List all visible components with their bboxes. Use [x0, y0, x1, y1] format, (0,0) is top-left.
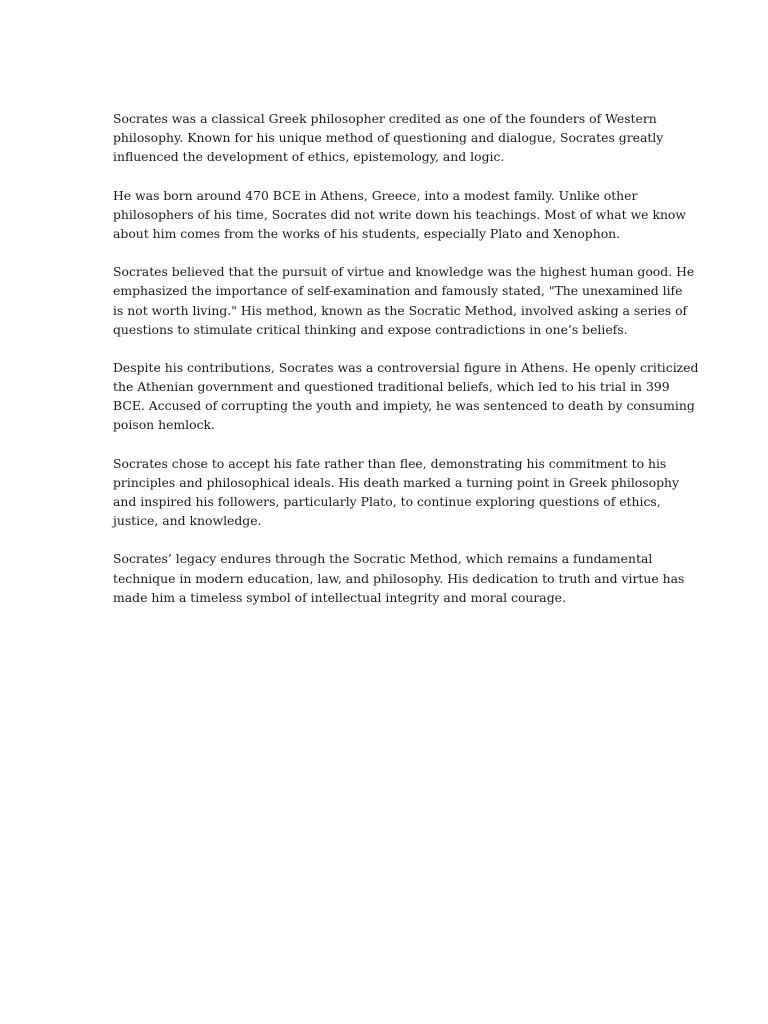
- text-line: made him a timeless symbol of intellectual integrity and moral courage.: [113, 589, 566, 605]
- text-line: the Athenian government and questioned traditional beliefs, which led to his trial in 399: [113, 379, 670, 395]
- paragraph-beliefs: [113, 262, 695, 339]
- paragraph-intro: [113, 109, 664, 167]
- text-line: He was born around 470 BCE in Athens, Greece, into a modest family. Unlike other: [113, 187, 638, 203]
- text-line: principles and philosophical ideals. His death marked a turning point in Greek philosophy: [113, 474, 679, 490]
- text-line: and inspired his followers, particularly Plato, to continue exploring questions of ethics,: [113, 494, 661, 509]
- text-line: Despite his contributions, Socrates was a controversial figure in Athens. He openly criticized: [113, 359, 699, 375]
- text-line: emphasized the importance of self-examination and famously stated, "The unexamined life: [113, 283, 683, 299]
- paragraph-legacy: [113, 549, 685, 607]
- text-line: poison hemlock.: [113, 417, 215, 433]
- text-line: Socrates chose to accept his fate rather than flee, demonstrating his commitment to his: [113, 455, 667, 471]
- document-body: [113, 109, 699, 626]
- text-line: Socrates’ legacy endures through the Socratic Method, which remains a fundamental: [113, 551, 653, 567]
- text-line: is not worth living." His method, known as the Socratic Method, involved asking a series of: [113, 302, 688, 318]
- text-line: philosophers of his time, Socrates did not write down his teachings. Most of what we know: [113, 206, 686, 222]
- text-line: questions to stimulate critical thinking and expose contradictions in one’s beliefs.: [113, 321, 628, 337]
- text-line: BCE. Accused of corrupting the youth and impiety, he was sentenced to death by consuming: [113, 398, 695, 414]
- paragraph-trial: [113, 358, 699, 435]
- text-line: Socrates was a classical Greek philosopher credited as one of the founders of Western: [113, 111, 657, 126]
- text-line: Socrates believed that the pursuit of virtue and knowledge was the highest human good. He: [113, 264, 695, 280]
- paragraph-death: [113, 454, 679, 531]
- text-line: justice, and knowledge.: [113, 513, 262, 529]
- text-line: about him comes from the works of his students, especially Plato and Xenophon.: [113, 225, 621, 241]
- text-line: technique in modern education, law, and philosophy. His dedication to truth and virtue has: [113, 570, 685, 586]
- paragraph-early-life: [113, 186, 686, 244]
- text-line: influenced the development of ethics, epistemology, and logic.: [113, 149, 505, 165]
- text-line: philosophy. Known for his unique method of questioning and dialogue, Socrates greatly: [113, 130, 664, 146]
